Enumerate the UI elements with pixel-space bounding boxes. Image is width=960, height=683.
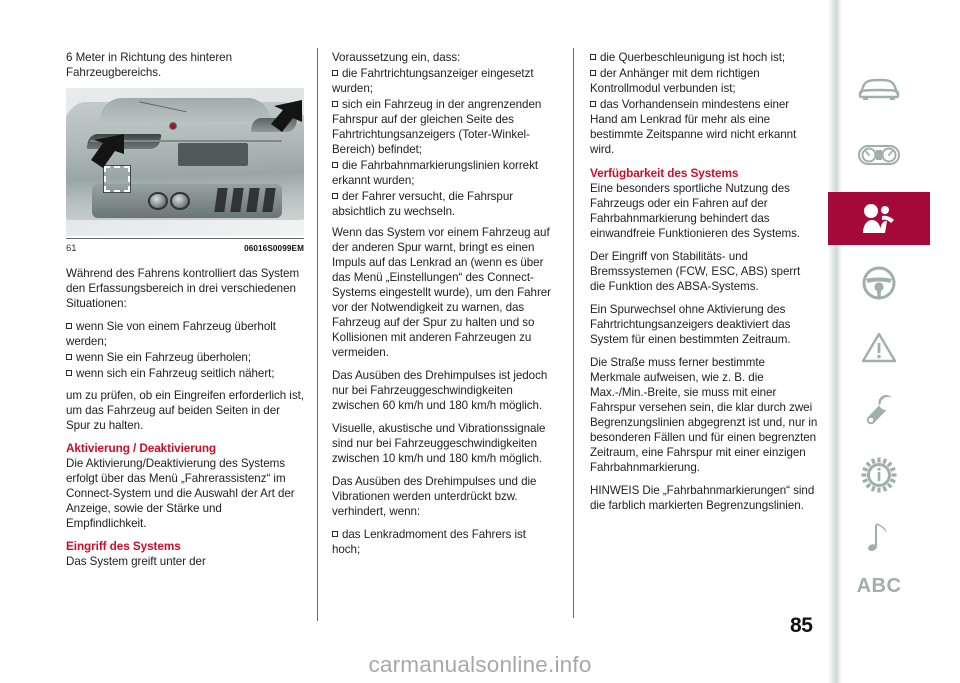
bullet-square-icon — [66, 323, 72, 329]
text-column-1 — [66, 50, 304, 577]
column-divider-1 — [317, 48, 318, 621]
sidebar-item-car[interactable] — [828, 62, 930, 115]
col1-paragraph-2: um zu prüfen, ob ein Eingreifen erforderlich ist, um das Fahrzeug auf beiden Seiten in der Spur zu halten. — [66, 389, 304, 432]
bullet-square-icon — [332, 531, 338, 537]
col1-bullet-3-text: wenn sich ein Fahrzeug seitlich nähert; — [76, 367, 275, 380]
col3-bullet-2 — [590, 66, 818, 96]
col3-bullet-1 — [590, 50, 818, 65]
col1-paragraph-3: Die Aktivierung/Deaktivierung des Systems erfolgt über das Menü „Fahrerassistenz“ im Connect-System und die Auswahl der Art der Anzeige, sowie der Stärke und Empfindlichkeit. — [66, 457, 295, 530]
col1-bullet-1 — [66, 319, 304, 349]
sidebar-item-technical-info[interactable] — [828, 448, 930, 501]
col1-paragraph-1: Während des Fahrens kontrolliert das System den Erfassungsbereich in drei verschiedenen Situationen: — [66, 267, 300, 310]
sidebar-item-multimedia[interactable] — [828, 512, 930, 565]
page-number: 85 — [790, 614, 813, 637]
sidebar-item-emergency[interactable] — [828, 320, 930, 373]
car-icon — [857, 76, 901, 102]
info-gear-icon — [861, 457, 897, 493]
col1-bullet-2-text: wenn Sie ein Fahrzeug überholen; — [76, 351, 252, 364]
col2-bullet-1 — [332, 66, 557, 96]
exhaust-pipe — [148, 192, 168, 210]
steering-wheel-icon — [862, 266, 896, 300]
sidebar-item-dashboard[interactable] — [828, 128, 930, 181]
chapter-tab-sidebar — [828, 0, 960, 683]
col2-bullet-4 — [332, 189, 557, 219]
callout-arrow-left — [86, 132, 126, 174]
col1-bullet-1-text: wenn Sie von einem Fahrzeug überholt werden; — [66, 320, 276, 348]
col2-bullet-3-text: die Fahrbahnmarkierungslinien korrekt erkannt wurden; — [332, 159, 538, 187]
text-column-2 — [332, 50, 557, 558]
bullet-square-icon — [590, 54, 596, 60]
warning-triangle-icon — [861, 331, 897, 363]
col2-bullet-5 — [332, 527, 557, 557]
col2-bullet-3 — [332, 158, 557, 188]
site-watermark: carmanualsonline.info — [368, 652, 592, 677]
car-badge — [169, 122, 177, 130]
col3-bullet-2-text: der Anhänger mit dem richtigen Kontrollmodul verbunden ist; — [590, 67, 760, 95]
figure-caption — [66, 238, 304, 256]
col3-bullet-3 — [590, 97, 818, 157]
bullet-square-icon — [332, 162, 338, 168]
col3-paragraph-1: Eine besonders sportliche Nutzung des Fahrzeugs oder ein Fahren auf der Fahrbahnmarkierung behindert das einwandfreie Funktionieren des Systems. — [590, 182, 801, 240]
dashboard-gauges-icon — [857, 141, 901, 169]
bullet-square-icon — [332, 70, 338, 76]
bullet-square-icon — [332, 193, 338, 199]
col1-bullet-3 — [66, 366, 304, 381]
sidebar-item-driving[interactable] — [828, 256, 930, 309]
col2-bullet-2 — [332, 97, 557, 157]
col2-bullet-5-text: das Lenkradmoment des Fahrers ist hoch; — [332, 528, 526, 556]
col1-intro-paragraph: 6 Meter in Richtung des hinteren Fahrzeugbereichs. — [66, 51, 232, 79]
figure-image — [66, 88, 304, 236]
airbag-safety-icon — [858, 203, 900, 235]
col1-paragraph-4: Das System greift unter der — [66, 555, 206, 568]
col2-paragraph-2: Wenn das System vor einem Fahrzeug auf der anderen Spur warnt, bringt es einen Impuls auf das Lenkrad an (wenn es über das Menü „Einstellungen“ des Connect-Systems eingestellt wurde), um den Fahrer vor der Notwendigkeit zu warnen, das Fahrzeug auf der Spur zu halten und so Kollisionen mit anderen Fahrzeugen zu vermeiden. — [332, 226, 551, 359]
col3-paragraph-5: HINWEIS Die „Fahrbahnmarkierungen“ sind die farblich markierten Begrenzungslinien. — [590, 484, 815, 512]
col1-heading-aktivierung: Aktivierung / Deaktivierung — [66, 441, 217, 455]
col3-heading-verfuegbarkeit: Verfügbarkeit des Systems — [590, 166, 739, 180]
bullet-square-icon — [590, 101, 596, 107]
abc-index-label: ABC — [856, 575, 902, 597]
callout-arrow-right — [262, 96, 304, 136]
col2-paragraph-3: Das Ausüben des Drehimpulses ist jedoch nur bei Fahrzeuggeschwindigkeiten zwischen 60 km/h und 180 km/h möglich. — [332, 369, 548, 412]
col1-heading-eingriff: Eingriff des Systems — [66, 539, 181, 553]
col1-bullet-2 — [66, 350, 304, 365]
figure-block — [66, 88, 304, 256]
col3-paragraph-3: Ein Spurwechsel ohne Aktivierung des Fahrtrichtungsanzeigers deaktiviert das System für einen bestimmten Zeitraum. — [590, 303, 791, 346]
sidebar-item-maintenance[interactable] — [828, 384, 930, 437]
col3-bullet-3-text: das Vorhandensein mindestens einer Hand am Lenkrad für mehr als eine bestimmte Zeitspanne wird nicht erkannt wird. — [590, 98, 797, 156]
bullet-square-icon — [66, 354, 72, 360]
column-divider-2 — [573, 48, 574, 618]
col2-bullet-2-text: sich ein Fahrzeug in der angrenzenden Fahrspur auf der gleichen Seite des Fahrtrichtungsanzeigers (Toter-Winkel-Bereich) befindet; — [332, 98, 542, 156]
bullet-square-icon — [590, 70, 596, 76]
col3-paragraph-4: Die Straße muss ferner bestimmte Merkmale aufweisen, wie z. B. die Max.-/Min.-Breite, sie muss mit einer Fahrspur versehen sein, die klar durch zwei Begrenzungslinien abgegrenzt ist und, nur in besonderen Fällen und für einen begrenzten Zeitraum, eine Fahrspur mit einer einzigen Fahrbahnmarkierung. — [590, 356, 818, 474]
col2-paragraph-5: Das Ausüben des Drehimpulses und die Vibrationen werden unterdrückt bzw. verhindert, wenn: — [332, 475, 537, 518]
bullet-square-icon — [66, 370, 72, 376]
exhaust-pipe — [170, 192, 190, 210]
figure-code: 06016S0099EM — [244, 244, 304, 253]
sidebar-item-safety[interactable] — [828, 192, 930, 245]
figure-number: 61 — [66, 243, 77, 254]
col3-bullet-1-text: die Querbeschleunigung ist hoch ist; — [600, 51, 786, 64]
col2-paragraph-4: Visuelle, akustische und Vibrationssignale sind nur bei Fahrzeuggeschwindigkeiten zwischen 10 km/h und 180 km/h möglich. — [332, 422, 546, 465]
col3-paragraph-2: Der Eingriff von Stabilitäts- und Bremssystemen (FCW, ESC, ABS) sperrt die Funktion des ABSA-Systems. — [590, 250, 801, 293]
col2-bullet-1-text: die Fahrtrichtungsanzeiger eingesetzt wurden; — [332, 67, 534, 95]
license-plate — [178, 143, 248, 166]
wrench-icon — [862, 394, 896, 428]
text-column-3 — [590, 50, 818, 521]
sidebar-item-index[interactable] — [828, 560, 930, 613]
col2-bullet-4-text: der Fahrer versucht, die Fahrspur absichtlich zu wechseln. — [332, 190, 514, 218]
col2-paragraph-1: Voraussetzung ein, dass: — [332, 51, 461, 64]
music-note-icon — [865, 522, 893, 556]
bullet-square-icon — [332, 101, 338, 107]
